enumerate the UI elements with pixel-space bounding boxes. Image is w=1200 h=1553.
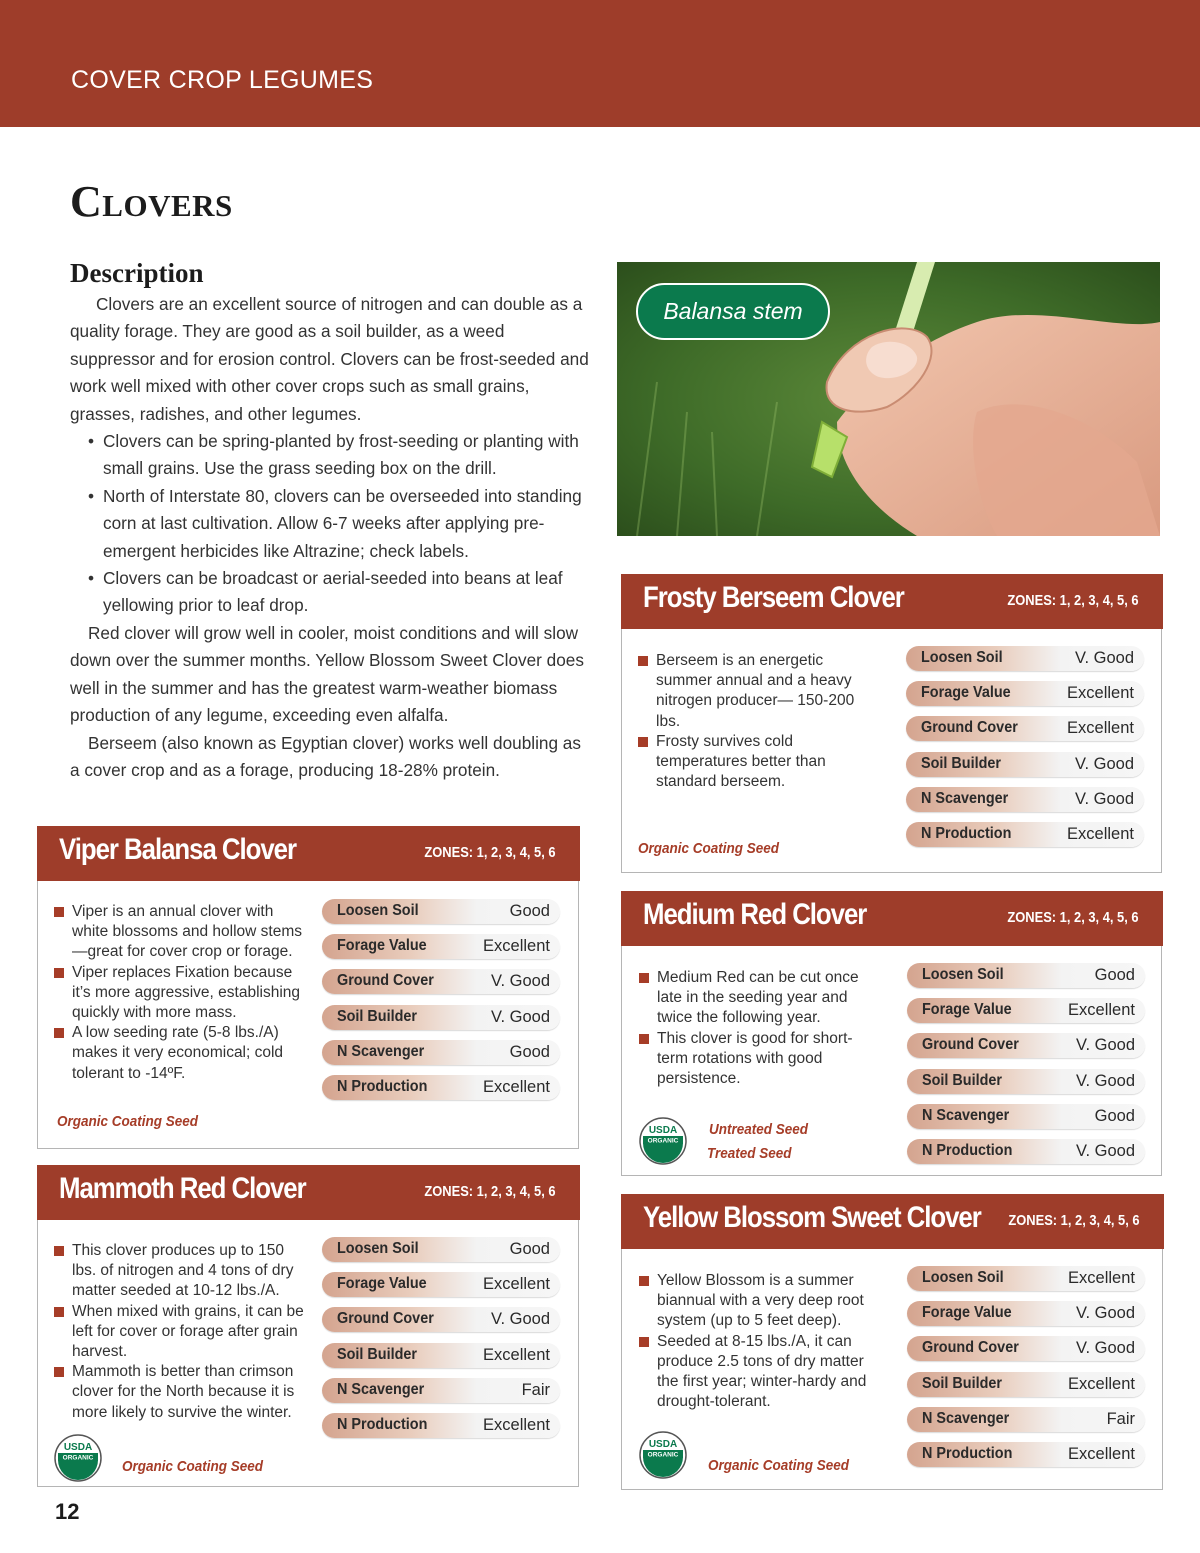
square-bullet-icon <box>638 737 648 747</box>
card-header <box>37 1165 580 1220</box>
card-bullet-list <box>54 902 309 1084</box>
square-bullet-icon <box>54 1028 64 1038</box>
svg-text:USDA: USDA <box>648 1125 678 1136</box>
page-number: 12 <box>55 1499 80 1524</box>
card-header <box>621 891 1163 946</box>
square-bullet-icon <box>54 968 64 978</box>
card-title: Medium Red Clover <box>642 897 866 931</box>
rating-row: Forage Value Excellent <box>907 998 1145 1023</box>
card-bullet: Yellow Blossom is a summer biannual with a very deep root system (up to 5 feet deep). <box>639 1271 884 1332</box>
card-frosty-berseem-clover <box>621 574 1162 873</box>
card-yellow-blossom-sweet-clover <box>621 1194 1163 1490</box>
rating-row: Ground Cover V. Good <box>907 1336 1145 1361</box>
rating-row: Ground Cover V. Good <box>907 1033 1145 1058</box>
rating-list <box>906 646 1144 857</box>
rating-list <box>907 1266 1145 1477</box>
card-title: Yellow Blossom Sweet Clover <box>642 1200 981 1234</box>
rating-row: N Production V. Good <box>907 1139 1145 1164</box>
card-bullet: Mammoth is better than crimson clover for the North because it is more likely to survive the winter. <box>54 1362 309 1423</box>
card-bullet: Berseem is an energetic summer annual and a heavy nitrogen producer— 150-200 lbs. <box>638 651 868 732</box>
svg-text:ORGANIC: ORGANIC <box>647 1451 679 1459</box>
card-title: Frosty Berseem Clover <box>642 580 904 614</box>
usda-organic-seal-icon <box>639 1117 687 1165</box>
card-viper-balansa-clover <box>37 826 579 1149</box>
rating-row: N Scavenger Fair <box>907 1407 1145 1432</box>
rating-row: Soil Builder V. Good <box>322 1005 560 1030</box>
description-bullet: • North of Interstate 80, clovers can be overseeded into standing corn at last cultivation. Allow 6-7 weeks after applying pre-emergent herbicides like Altrazine; check labels. <box>88 483 590 565</box>
card-bullet: Seeded at 8-15 lbs./A, it can produce 2.5 tons of dry matter the first year; winter-hardy and drought-tolerant. <box>639 1332 884 1413</box>
rating-row: Forage Value Excellent <box>906 681 1144 706</box>
usda-organic-seal-icon <box>54 1434 102 1482</box>
card-zones: ZONES: 1, 2, 3, 4, 5, 6 <box>424 1182 556 1200</box>
card-mammoth-red-clover <box>37 1165 579 1487</box>
rating-row: Loosen Soil Good <box>322 1237 560 1262</box>
card-bullet-list <box>638 651 868 792</box>
square-bullet-icon <box>639 1276 649 1286</box>
photo-caption-pill: Balansa stem <box>636 283 830 340</box>
card-bullet-list <box>54 1241 309 1423</box>
rating-row: Loosen Soil Good <box>907 963 1145 988</box>
card-bullet: A low seeding rate (5-8 lbs./A) makes it very economical; cold tolerant to -14ºF. <box>54 1023 309 1084</box>
card-zones: ZONES: 1, 2, 3, 4, 5, 6 <box>1007 908 1139 926</box>
card-bullet: This clover produces up to 150 lbs. of nitrogen and 4 tons of dry matter seeded at 10-12 lbs./A. <box>54 1241 309 1302</box>
square-bullet-icon <box>54 1367 64 1377</box>
rating-row: Loosen Soil V. Good <box>906 646 1144 671</box>
square-bullet-icon <box>54 907 64 917</box>
description-heading: Description <box>70 258 204 288</box>
card-bullet: This clover is good for short-term rotations with good persistence. <box>639 1029 874 1090</box>
description-body <box>70 291 590 784</box>
rating-row: Soil Builder V. Good <box>907 1069 1145 1094</box>
bullet-icon: • <box>88 568 95 589</box>
section-title: COVER CROP LEGUMES <box>71 66 374 94</box>
rating-row: N Production Excellent <box>907 1442 1145 1467</box>
svg-text:ORGANIC: ORGANIC <box>62 1454 94 1462</box>
section-header-band <box>0 0 1200 127</box>
rating-list <box>907 963 1145 1174</box>
card-medium-red-clover <box>621 891 1162 1176</box>
rating-row: Soil Builder Excellent <box>907 1372 1145 1397</box>
description-bullet: • Clovers can be spring-planted by frost-seeding or planting with small grains. Use the grass seeding box on the drill. <box>88 428 590 483</box>
rating-row: Soil Builder Excellent <box>322 1343 560 1368</box>
card-zones: ZONES: 1, 2, 3, 4, 5, 6 <box>1007 591 1139 609</box>
bullet-icon: • <box>88 485 95 506</box>
seed-note-treated: Treated Seed <box>707 1145 792 1162</box>
rating-row: Ground Cover Excellent <box>906 716 1144 741</box>
card-bullet: Viper replaces Fixation because it’s more aggressive, establishing quickly with more mass. <box>54 963 309 1024</box>
rating-row: N Scavenger Good <box>907 1104 1145 1129</box>
svg-text:USDA: USDA <box>648 1439 678 1450</box>
card-bullet-list <box>639 968 874 1089</box>
rating-row: N Scavenger Good <box>322 1040 560 1065</box>
rating-row: Loosen Soil Excellent <box>907 1266 1145 1291</box>
seed-note: Organic Coating Seed <box>57 1113 199 1130</box>
card-bullet-list <box>639 1271 884 1412</box>
card-header <box>37 826 580 881</box>
card-bullet: Frosty survives cold temperatures better than standard berseem. <box>638 732 868 793</box>
square-bullet-icon <box>54 1246 64 1256</box>
square-bullet-icon <box>54 1307 64 1317</box>
bullet-icon: • <box>88 431 95 452</box>
card-header <box>621 1194 1164 1249</box>
square-bullet-icon <box>639 973 649 983</box>
card-header <box>621 574 1163 629</box>
card-bullet: Medium Red can be cut once late in the seeding year and twice the following year. <box>639 968 874 1029</box>
rating-row: N Scavenger Fair <box>322 1378 560 1403</box>
rating-list <box>322 1237 560 1448</box>
svg-text:ORGANIC: ORGANIC <box>647 1137 679 1145</box>
card-bullet: When mixed with grains, it can be left for cover or forage after grain harvest. <box>54 1302 309 1363</box>
rating-row: Forage Value Excellent <box>322 934 560 959</box>
seed-note-untreated: Untreated Seed <box>709 1121 809 1138</box>
square-bullet-icon <box>638 656 648 666</box>
card-title: Viper Balansa Clover <box>58 832 296 866</box>
rating-row: N Production Excellent <box>322 1413 560 1438</box>
rating-row: N Scavenger V. Good <box>906 787 1144 812</box>
description-intro: Clovers are an excellent source of nitrogen and can double as a quality forage. They are good as a soil builder, as a weed suppressor and for erosion control. Clovers can be frost-seeded and work well mixed with other cover crops such as small grains, grasses, radishes, and other legumes. <box>70 294 589 424</box>
seed-note: Organic Coating Seed <box>708 1457 850 1474</box>
rating-row: Forage Value Excellent <box>322 1272 560 1297</box>
rating-row: N Production Excellent <box>322 1075 560 1100</box>
rating-row: Loosen Soil Good <box>322 899 560 924</box>
card-bullet: Viper is an annual clover with white blossoms and hollow stems—great for cover crop or forage. <box>54 902 309 963</box>
balansa-stem-photo <box>617 262 1160 536</box>
seed-note: Organic Coating Seed <box>638 840 780 857</box>
square-bullet-icon <box>639 1034 649 1044</box>
page-title: Clovers <box>70 177 233 226</box>
usda-organic-seal-icon <box>639 1431 687 1479</box>
card-zones: ZONES: 1, 2, 3, 4, 5, 6 <box>1008 1211 1140 1229</box>
rating-row: N Production Excellent <box>906 822 1144 847</box>
rating-row: Ground Cover V. Good <box>322 969 560 994</box>
card-zones: ZONES: 1, 2, 3, 4, 5, 6 <box>424 843 556 861</box>
description-paragraph-berseem: Berseem (also known as Egyptian clover) works well doubling as a cover crop and as a forage, producing 18-28% protein. <box>70 732 581 780</box>
description-bullet: • Clovers can be broadcast or aerial-seeded into beans at leaf yellowing prior to leaf drop. <box>88 565 590 620</box>
rating-row: Forage Value V. Good <box>907 1301 1145 1326</box>
rating-row: Ground Cover V. Good <box>322 1307 560 1332</box>
square-bullet-icon <box>639 1337 649 1347</box>
card-title: Mammoth Red Clover <box>58 1171 306 1205</box>
description-bullet-list <box>70 428 590 620</box>
rating-row: Soil Builder V. Good <box>906 752 1144 777</box>
seed-note: Organic Coating Seed <box>122 1458 264 1475</box>
rating-list <box>322 899 560 1110</box>
svg-text:USDA: USDA <box>63 1442 93 1453</box>
description-paragraph-red-clover: Red clover will grow well in cooler, moist conditions and will slow down over the summer months. Yellow Blossom Sweet Clover does well in the summer and has the greatest warm-weather biomass production of any legume, exceeding even alfalfa. <box>70 622 584 726</box>
